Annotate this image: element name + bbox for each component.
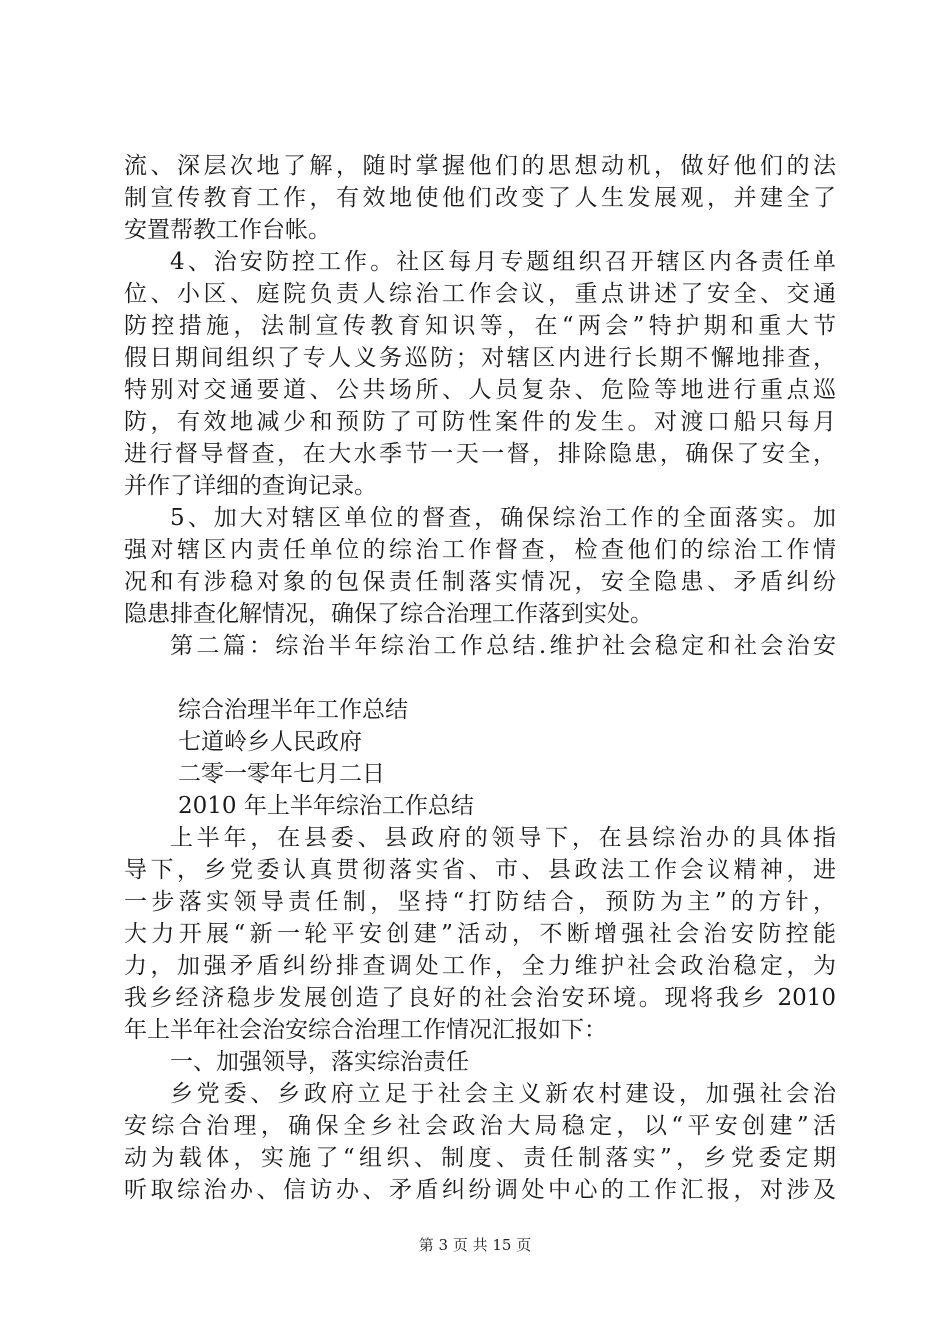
text-line: 4、治安防控工作。社区每月专题组织召开辖区内各责任单 (170, 249, 836, 275)
text-line: 假日期间组织了专人义务巡防；对辖区内进行长期不懈地排查， (124, 345, 836, 371)
text-line: 防控措施，法制宣传教育知识等，在“两会”特护期和重大节 (124, 313, 836, 339)
date-line: 二零一零年七月二日 (178, 761, 385, 787)
text-line: 并作了详细的查询记录。 (124, 473, 377, 499)
subsection-heading: 一、加强领导，落实综治责任 (170, 1049, 469, 1075)
text-line: 大力开展“新一轮平安创建”活动，不断增强社会治安防控能 (124, 921, 836, 947)
text-line: 进行督导督查，在大水季节一天一督，排除隐患，确保了安全， (124, 441, 836, 467)
text-line: 隐患排查化解情况，确保了综合治理工作落到实处。 (124, 601, 653, 627)
text-line: 动为载体，实施了“组织、制度、责任制落实”，乡党委定期 (124, 1145, 836, 1171)
text-line: 一步落实领导责任制，坚持“打防结合，预防为主”的方针， (124, 889, 836, 915)
text-line: 5、加大对辖区单位的督查，确保综治工作的全面落实。加 (170, 505, 836, 531)
text-line: 安置帮教工作台帐。 (124, 217, 331, 243)
text-line: 特别对交通要道、公共场所、人员复杂、危险等地进行重点巡 (124, 377, 836, 403)
text-line: 流、深层次地了解，随时掌握他们的思想动机，做好他们的法 (124, 153, 836, 179)
text-line: 听取综治办、信访办、矛盾纠纷调处中心的工作汇报，对涉及 (124, 1177, 836, 1203)
section-heading: 第二篇：综治半年综治工作总结.维护社会稳定和社会治安 (170, 633, 836, 659)
issuer-line: 七道岭乡人民政府 (178, 729, 362, 755)
text-line: 年上半年社会治安综合治理工作情况汇报如下： (124, 1017, 607, 1043)
document-title: 综合治理半年工作总结 (178, 697, 408, 723)
text-line: 制宣传教育工作，有效地使他们改变了人生发展观，并建全了 (124, 185, 836, 211)
report-title: 2010 年上半年综治工作总结 (178, 793, 474, 819)
text-line: 力，加强矛盾纠纷排查调处工作，全力维护社会政治稳定，为 (124, 953, 836, 979)
text-line: 上半年，在县委、县政府的领导下，在县综治办的具体指 (170, 825, 836, 851)
text-line: 况和有涉稳对象的包保责任制落实情况，安全隐患、矛盾纠纷 (124, 569, 836, 595)
page-number: 第 3 页 共 15 页 (418, 1236, 532, 1254)
text-line: 强对辖区内责任单位的综治工作督查，检查他们的综治工作情 (124, 537, 836, 563)
text-line: 我乡经济稳步发展创造了良好的社会治安环境。现将我乡 2010 (124, 985, 836, 1011)
text-line: 导下，乡党委认真贯彻落实省、市、县政法工作会议精神，进 (124, 857, 836, 883)
text-line: 防，有效地减少和预防了可防性案件的发生。对渡口船只每月 (124, 409, 836, 435)
text-line: 位、小区、庭院负责人综治工作会议，重点讲述了安全、交通 (124, 281, 836, 307)
text-line: 乡党委、乡政府立足于社会主义新农村建设，加强社会治 (170, 1081, 836, 1107)
text-line: 安综合治理，确保全乡社会政治大局稳定，以“平安创建”活 (124, 1113, 836, 1139)
document-body (124, 150, 836, 1206)
blank-line (124, 662, 836, 694)
